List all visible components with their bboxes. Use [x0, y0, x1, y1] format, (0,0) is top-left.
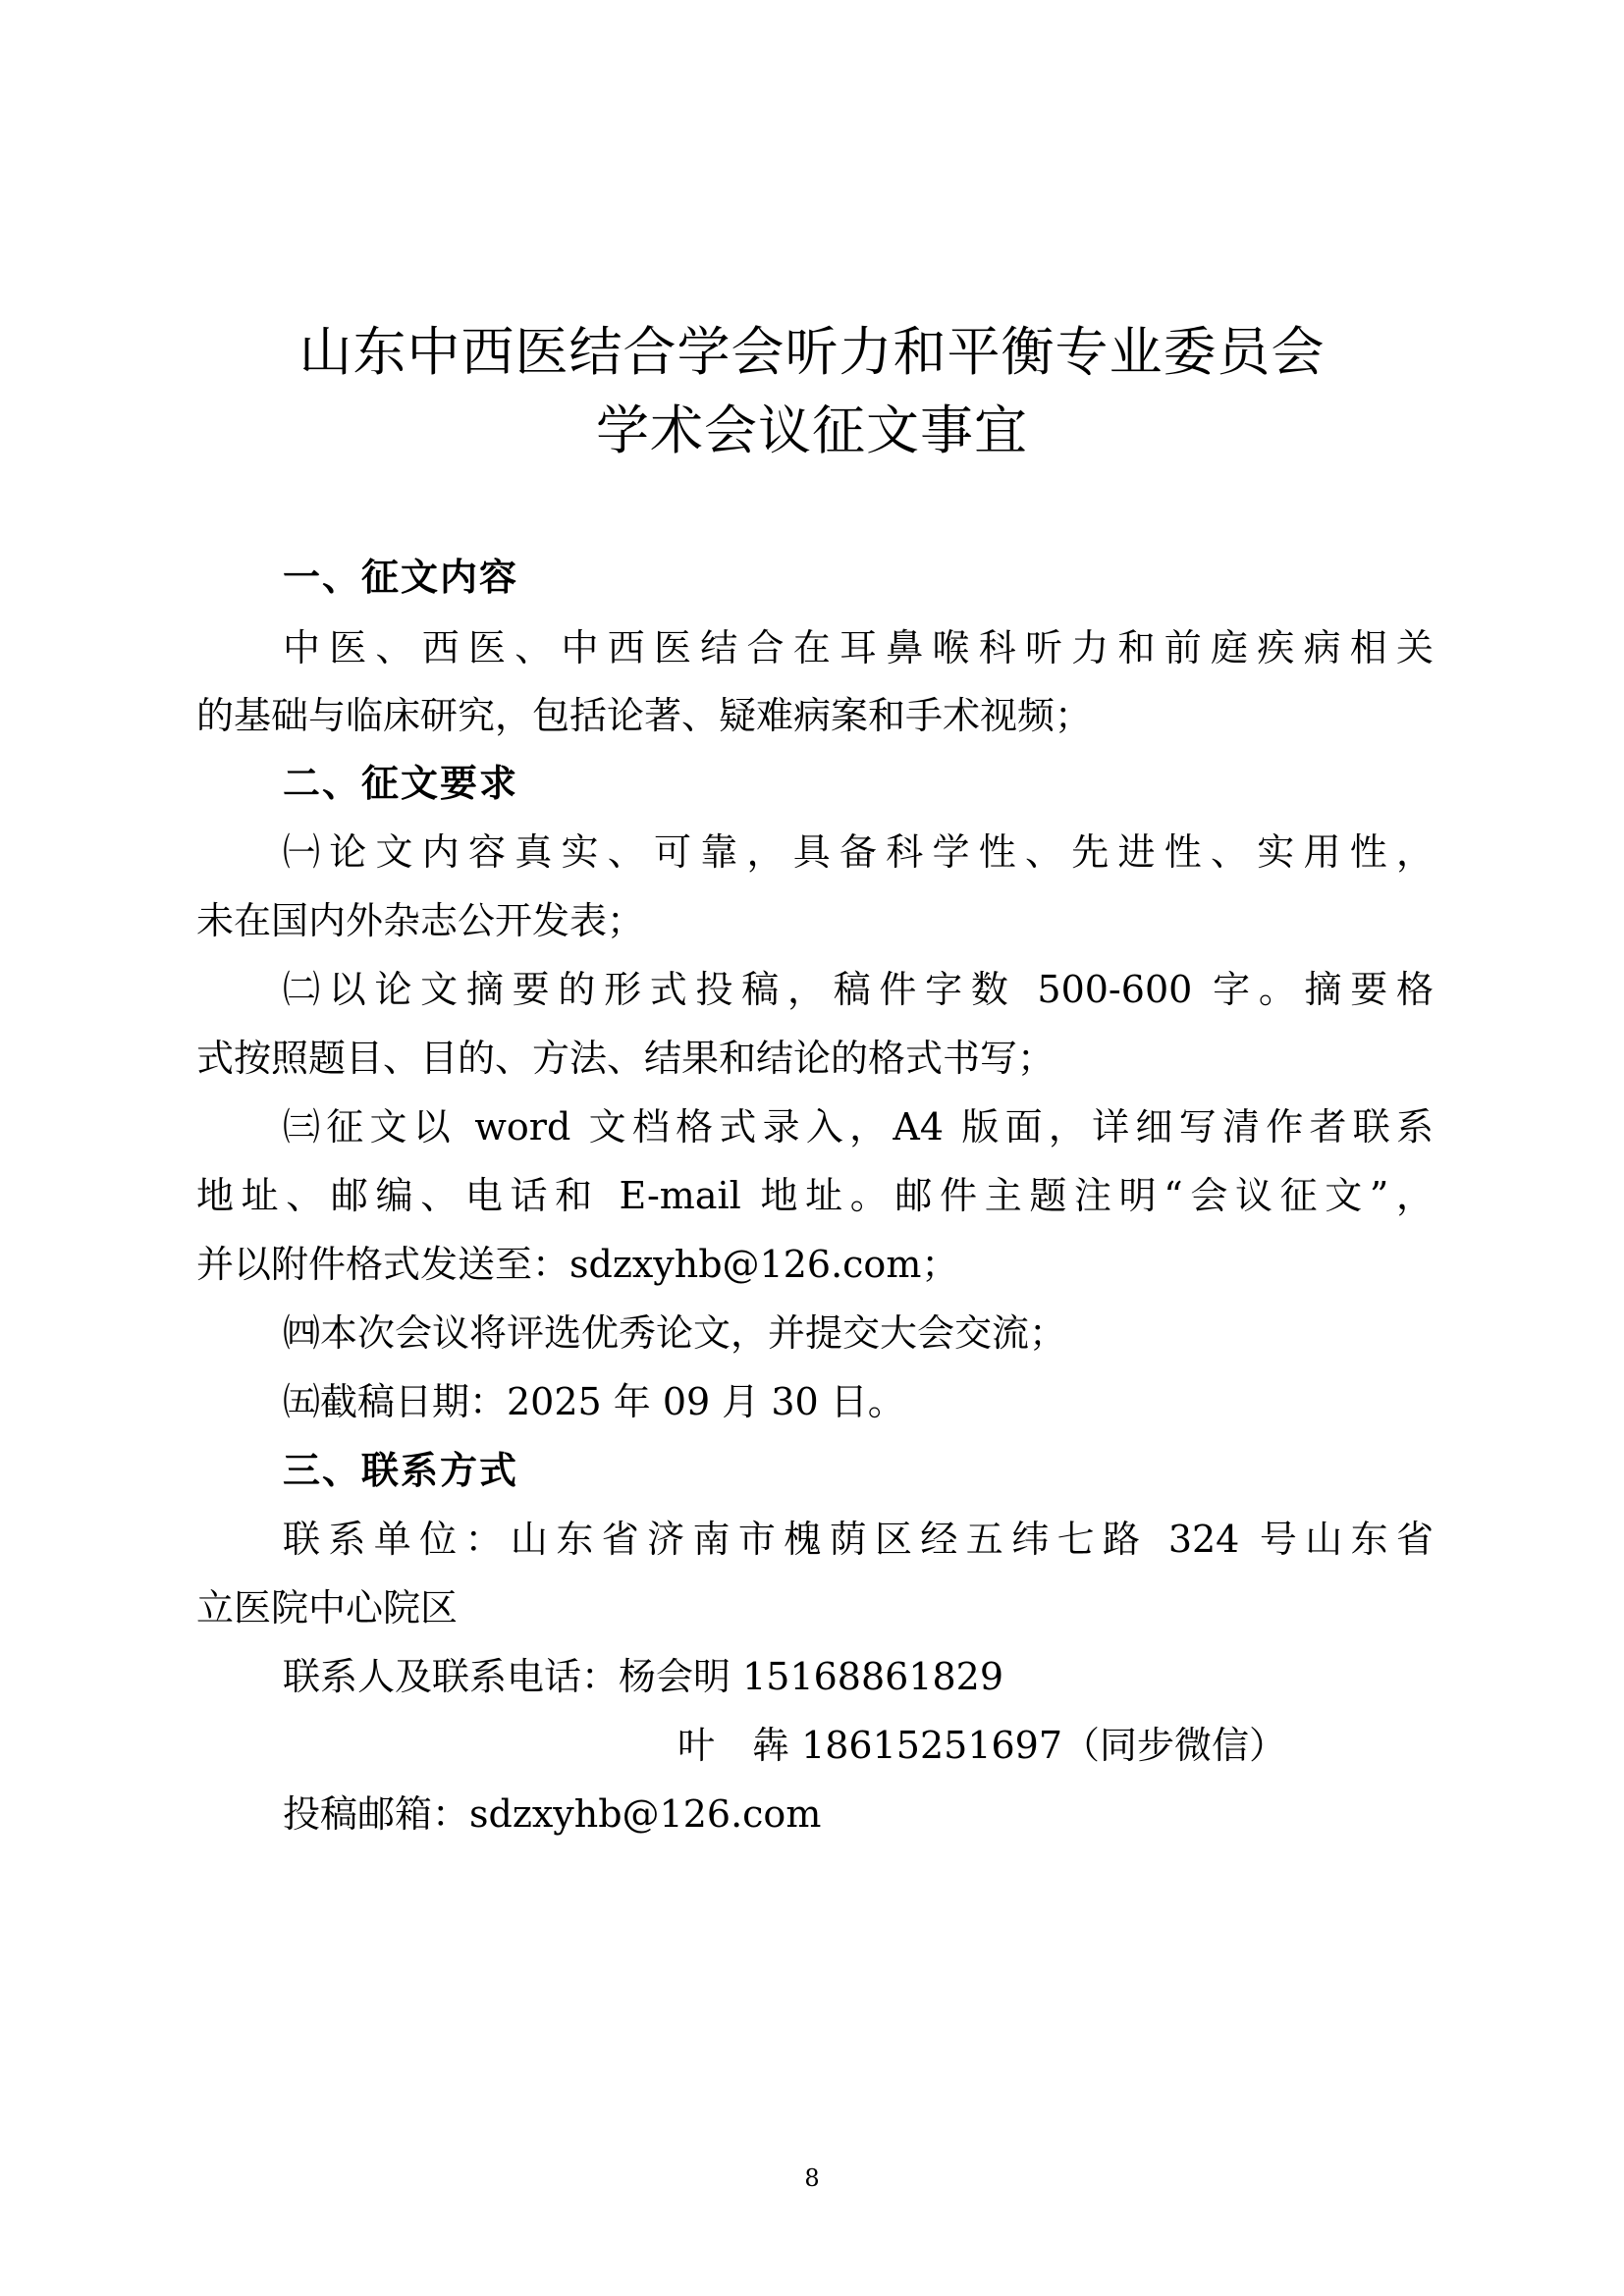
section2-item3-line2: 地址、邮编、电话和 E-mail 地址。邮件主题注明“会议征文”，: [196, 1174, 1434, 1217]
contact-person-2: 叶 犇 18615251697（同步微信）: [677, 1724, 1287, 1767]
section2-item3-line1: ㈢征文以 word 文档格式录入，A4 版面，详细写清作者联系: [283, 1105, 1434, 1148]
section2-item4: ㈣本次会议将评选优秀论文，并提交大会交流；: [283, 1311, 1067, 1355]
section1-heading: 一、征文内容: [283, 556, 519, 599]
document-title-line1: 山东中西医结合学会听力和平衡专业委员会: [298, 321, 1326, 383]
contact-person-line: [283, 1652, 1434, 1701]
section3-heading: 三、联系方式: [283, 1449, 519, 1492]
contact-unit-line2: 立医院中心院区: [196, 1586, 459, 1629]
contact-label: 联系人及联系电话：: [283, 1655, 620, 1698]
section2-item1-line1: ㈠论文内容真实、可靠，具备科学性、先进性、实用性，: [283, 830, 1434, 874]
section2-item5: ㈤截稿日期：2025 年 09 月 30 日。: [283, 1380, 905, 1423]
section2-item2-line1: ㈡以论文摘要的形式投稿，稿件字数 500-600 字。摘要格: [283, 968, 1434, 1011]
submission-email: 投稿邮箱：sdzxyhb@126.com: [283, 1792, 822, 1836]
contact-person-1: 杨会明 15168861829: [619, 1655, 1004, 1698]
section2-item1-line2: 未在国内外杂志公开发表；: [196, 899, 645, 942]
contact-unit-line1: 联系单位：山东省济南市槐荫区经五纬七路 324 号山东省: [283, 1518, 1434, 1561]
section2-heading: 二、征文要求: [283, 762, 519, 805]
page-number: 8: [804, 2164, 820, 2192]
section1-content-line1: 中医、西医、中西医结合在耳鼻喉科听力和前庭疾病相关: [283, 626, 1434, 669]
section1-content-line2: 的基础与临床研究，包括论著、疑难病案和手术视频；: [196, 694, 1093, 737]
section2-item3-line3: 并以附件格式发送至：sdzxyhb@126.com；: [196, 1243, 959, 1286]
section2-item2-line2: 式按照题目、目的、方法、结果和结论的格式书写；: [196, 1037, 1056, 1080]
document-title-line2: 学术会议征文事宜: [596, 400, 1028, 461]
